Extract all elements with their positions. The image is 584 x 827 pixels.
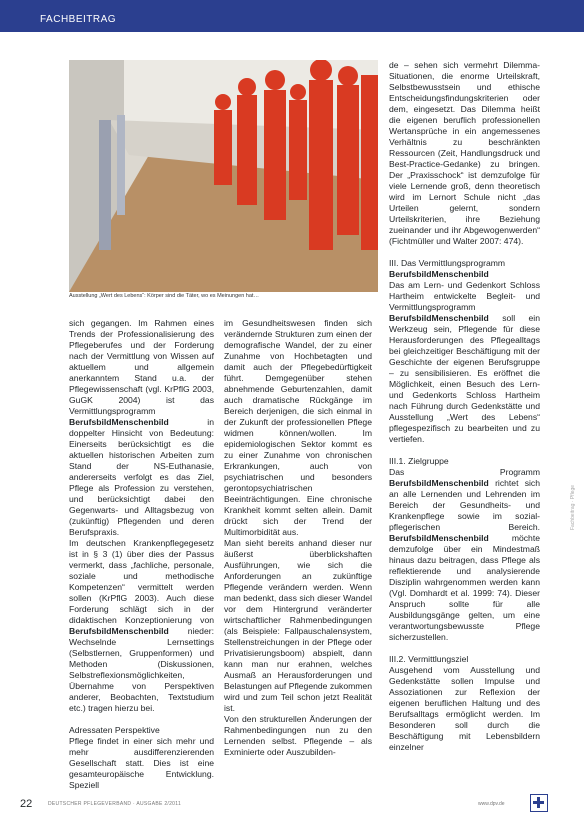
- paragraph: Im deutschen Krankenpflegegesetz ist in § 3 (1) über dies der Passus vermerkt, dass „fachliche, personale, soziale und methodische Kompetenzen“ vermittelt werden sollen (KrPflG 2003). Auch diese Forderung schlägt sich in der didaktischen Konzeptionierung von BerufsbildMenschenbild nieder: Wechselnde Lernsettings (Selbstlernen, Gruppenformen) und Methoden (Diskussionen, Selbstreflexionsmöglichkeiten, Übernahme von Perspektiven anderer, Beobachten, Textstudium etc.) tragen hierzu bei.: [69, 538, 214, 713]
- photo-caption: Ausstellung „Wert des Lebens“: Körper sind die Täter, wo es Meinungen hat…: [69, 293, 259, 299]
- footer-url: www.dpv.de: [478, 801, 505, 807]
- exhibition-photo: [69, 60, 378, 292]
- text-column-2: [224, 318, 372, 758]
- paragraph: im Gesundheitswesen finden sich verändernde Strukturen zum einen der demografische Wandel, der zu einer Zunahme von Hochbetagten und damit auch der Pflegebedürftigkeit führt. Demgegenüber stehen abnehmende Geburtenzahlen, damit auch dramatische Rückgänge im Bereich derjenigen, die sich einmal in der Zukunft der professionellen Pflege widmen können/wollen. Im epidemiologischen Sektor kommt es zu einer Zunahme von chronischen Erkrankungen, auch von psychiatrischen und besonders gerontopsychiatrischen Beeinträchtigungen. Eine chronische Krankheit kommt selten allein. Damit drückt sich der Trend der Multimorbidität aus.: [224, 318, 372, 537]
- text-column-1: [69, 318, 214, 791]
- paragraph: Pflege findet in einer sich mehr und mehr ausdifferenzierenden Gesellschaft statt. Dies ist eine gesamteuropäische Entwicklung. Speziell: [69, 736, 214, 790]
- paragraph: Das am Lern- und Gedenkort Schloss Hartheim entwickelte Begleit- und Vermittlungsprogramm BerufsbildMenschenbild soll ein Werkzeug sein, Pflegende für diese Herausforderungen des Pflegealltags bei gleichzeitiger Beschäftigung mit der Geschichte der eigenen Berufsgruppe – zu sensibilisieren. Es eröffnet die Möglichkeit, einen Besuch des Lern- und Gedenkorts Schloss Hartheim nach Führung durch Gedenkstätte und Ausstellung „Wert des Lebens“ pflegespezifisch zu bearbeiten und zu vertiefen.: [389, 280, 540, 444]
- side-margin-text: Fachbeitrag · Pflege: [570, 484, 576, 530]
- journal-logo-icon: [530, 794, 548, 812]
- paragraph: Das Programm BerufsbildMenschenbild richtet sich an alle Lernenden und Lehrenden im Bereich der Gesundheits- und Krankenpflege sowie im sozial-pflegerischen Bereich. BerufsbildMenschenbild möchte demzufolge über ein Mindestmaß hinaus dazu beitragen, dass Pflege als reflektierende und analysierende Disziplin wahrgenommen werden kann (Vgl. Domhardt et al. 1999: 74). Dieser Anspruch sollte für alle Ausbildungsgänge gelten, um eine verantwortungsbewusste Pflege sicherzustellen.: [389, 467, 541, 642]
- page-number: 22: [20, 798, 33, 810]
- section-header-bar: [0, 0, 584, 32]
- subheading-bold: BerufsbildMenschenbild: [389, 269, 489, 279]
- subheading: III. Das Vermittlungsprogramm: [389, 258, 506, 268]
- exhibition-photo-illustration: [69, 60, 378, 292]
- paragraph: Ausgehend vom Ausstellung und Gedenkstätte sollen Impulse und Assoziationen zur Reflexion der eigenen beruflichen Haltung und des Berufsalltags ermöglicht werden. Im Besonderen soll durch die Beschäftigung mit Lebensbildern einzelner: [389, 665, 540, 752]
- paragraph: de – sehen sich vermehrt Dilemma-Situationen, die enorme Urteilskraft, Selbstbewusstsein und ethische Entscheidungsfindungskriterien oder dem, eingesetzt. Das Dilemma heißt die eigenen beruflich professionellen Wertansprüche in ein angemessenes Verhältnis zu beschränkten Ressourcen (Zeit, Handlungsdruck und Best-Practice-Gedanke) zu bringen. Der „Praxisschock“ ist demzufolge für viele Lernende groß, denn theoretisch wird im Lernort Schule nicht „das Urteilen gelernt, sondern Urteilskriterien, ihre Beziehung zueinander und ihr Abgewogenwerden“ (Fichtmüller und Walter 2007: 474).: [389, 60, 540, 246]
- subheading: III.2. Vermittlungsziel: [389, 654, 469, 664]
- section-label: FACHBEITRAG: [40, 14, 117, 25]
- paragraph: Man sieht bereits anhand dieser nur äußerst überblickshaften Ausführungen, wie sich die Anforderungen an zukünftige Pflegende verändern werden. Wenn man bedenkt, dass sich dieser Wandel vor dem Hintergrund veränderter wirtschaftlicher Rahmenbedingungen (als Beispiele: Fallpauschalensystem, Stellenstreichungen in der Pflege oder Privatisierungsboom) abspielt, dann kann man nur erahnen, welches Ausmaß an Herausforderungen und Belastungen auf Pflegende zukommen wird und zum Teil schon jetzt Realität ist.: [224, 538, 372, 713]
- text-column-3: [389, 60, 540, 753]
- page-footer: [0, 798, 584, 827]
- subheading: Adressaten Perspektive: [69, 725, 160, 735]
- paragraph: sich gegangen. Im Rahmen eines Trends der Professionalisierung des Pflegeberufes und der Forderung nach der Vermittlung von Wissen auf aktuellem und allgemein anerkanntem Stand u.a. der Pflegewissenschaft (vgl. KrPflG 2003, GuGK 2004) ist das Vermittlungsprogramm BerufsbildMenschenbild in doppelter Hinsicht von Bedeutung: Einerseits berücksichtigt es die aktuellen historischen Arbeiten zum Stand der NS-Euthanasie, andererseits verfolgt es das Ziel, Pflege als Profession zu verstehen, und berücksichtigt dabei den Gegenwarts- und Alltagsbezug von (zukünftig) Pflegenden und deren Berufspraxis.: [69, 318, 214, 537]
- journal-name: DEUTSCHER PFLEGEVERBAND · AUSGABE 2/2011: [48, 801, 182, 807]
- paragraph: Von den strukturellen Änderungen der Rahmenbedingungen nun zu den Lernenden selbst. Pflegende – als Exminierte oder Auszubilden-: [224, 714, 372, 757]
- subheading: III.1. Zielgruppe: [389, 456, 449, 466]
